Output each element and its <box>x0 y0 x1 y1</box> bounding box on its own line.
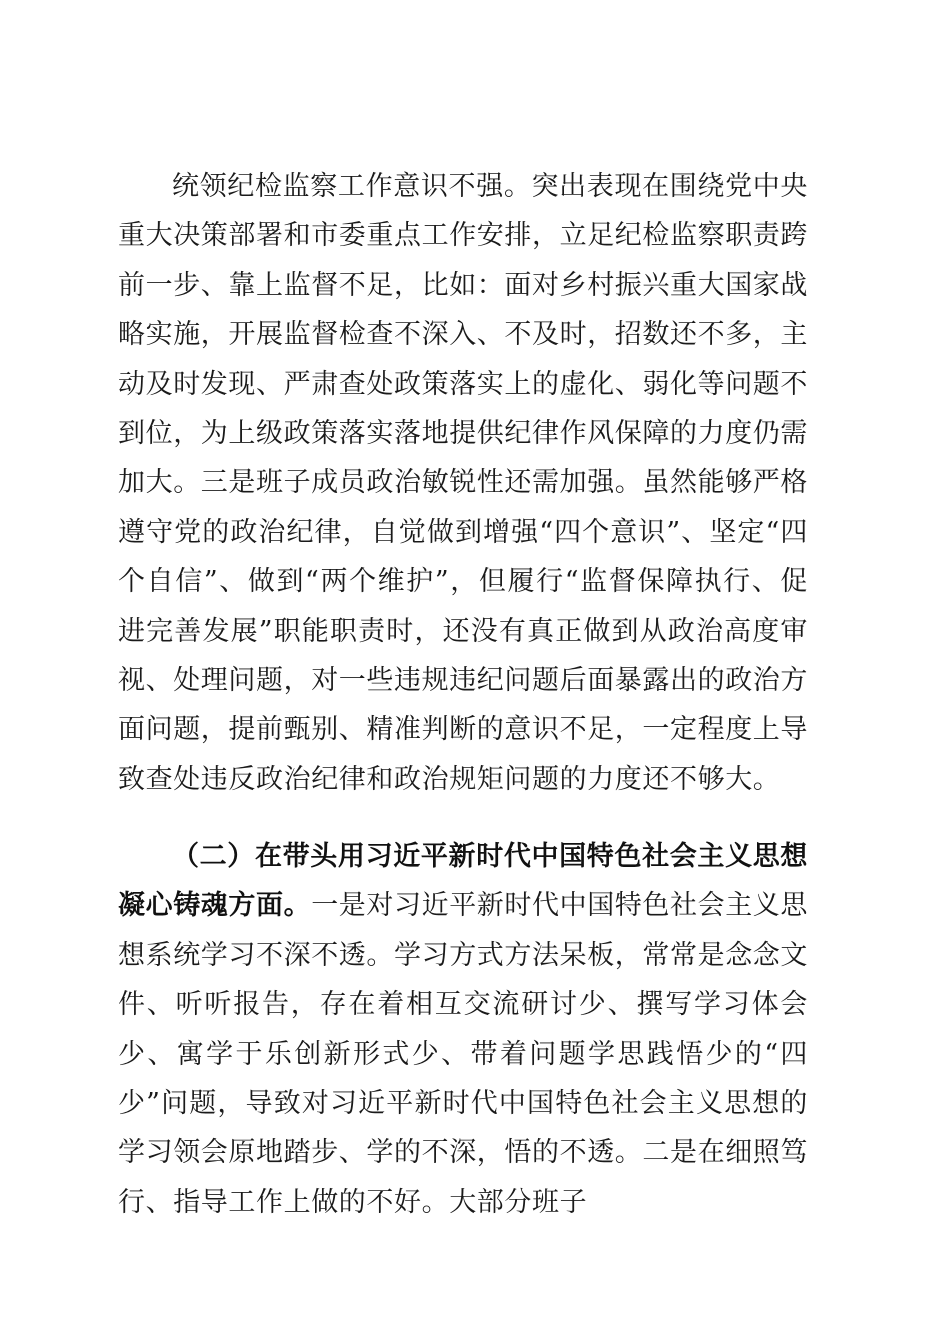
section-heading: （二）在带头用习近平新时代中国特色社会主义思想凝心铸魂方面。 <box>118 841 808 922</box>
section-body-text: 一是对习近平新时代中国特色社会主义思想系统学习不深不透。学习方式方法呆板，常常是念念文件、听听报告，存在着相互交流研讨少、撰写学习体会少、寓学于乐创新形式少、带着问题学思践悟少的“四少”问题，导致对习近平新时代中国特色社会主义思想的学习领会原地踏步、学的不深，悟的不透。二是在细照笃行、指导工作上做的不好。大部分班子 <box>118 890 809 1218</box>
body-paragraph-2 <box>118 832 808 1227</box>
body-paragraph-1: 统领纪检监察工作意识不强。突出表现在围绕党中央重大决策部署和市委重点工作安排，立足纪检监察职责跨前一步、靠上监督不足，比如：面对乡村振兴重大国家战略实施，开展监督检查不深入、不及时，招数还不多，主动及时发现、严肃查处政策落实上的虚化、弱化等问题不到位，为上级政策落实落地提供纪律作风保障的力度仍需加大。三是班子成员政治敏锐性还需加强。虽然能够严格遵守党的政治纪律，自觉做到增强“四个意识”、坚定“四个自信”、做到“两个维护”，但履行“监督保障执行、促进完善发展”职能职责时，还没有真正做到从政治高度审视、处理问题，对一些违规违纪问题后面暴露出的政治方面问题，提前甄别、精准判断的意识不足，一定程度上导致查处违反政治纪律和政治规矩问题的力度还不够大。 <box>118 171 808 795</box>
